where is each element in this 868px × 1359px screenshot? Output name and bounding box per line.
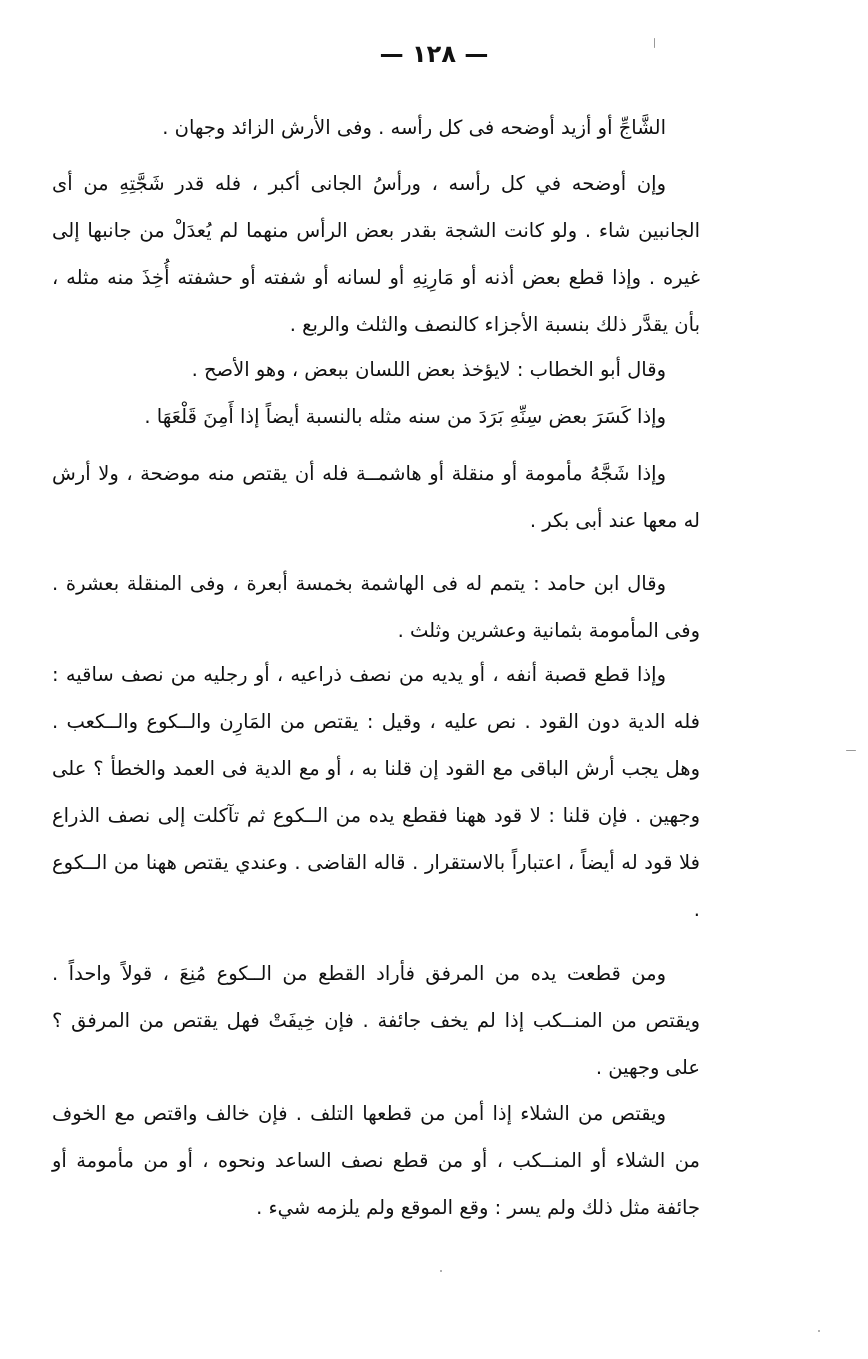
paragraph-text: وقال أبو الخطاب : لايؤخذ بعض اللسان ببعض ، وهو الأصح . — [191, 358, 666, 381]
paragraph-2 — [52, 160, 700, 348]
paragraph-9 — [52, 1090, 700, 1231]
paragraph-3 — [52, 346, 700, 393]
paragraph-5 — [52, 450, 700, 544]
scan-mark — [818, 1330, 820, 1332]
paragraph-text: وإذا كَسَرَ بعض سِنِّهِ بَرَدَ من سنه مثله بالنسبة أيضاً إذا أَمِنَ قَلْعَهَا . — [144, 405, 666, 428]
paragraph-7 — [52, 651, 700, 933]
scan-mark — [440, 1270, 442, 1272]
paragraph-text: وإذا قطع قصبة أنفه ، أو يديه من نصف ذراعيه ، أو رجليه من نصف ساقيه : فله الدية دون القود . نص عليه ، وقيل : يقتص من المَارِن والــكوع والــكعب . وهل يجب أرش الباقى مع القود إن قلنا به ، أو مع الدية فى العمد والخطأ ؟ على وجهين . فإن قلنا : لا قود ههنا فقطع يده من الــكوع ثم تآكلت إلى نصف الذراع فلا قود له أيضاً ، اعتباراً بالاستقرار . قاله القاضى . وعندي يقتص ههنا من الــكوع . — [52, 663, 700, 921]
paragraph-8 — [52, 950, 700, 1091]
scan-mark — [654, 38, 655, 48]
scan-mark — [846, 750, 856, 751]
paragraph-text: وقال ابن حامد : يتمم له فى الهاشمة بخمسة أبعرة ، وفى المنقلة بعشرة . وفى المأمومة بثمانية وعشرين وثلث . — [52, 572, 700, 642]
paragraph-6 — [52, 560, 700, 654]
paragraph-text: وإذا شَجَّهُ مأمومة أو منقلة أو هاشمــة فله أن يقتص منه موضحة ، ولا أرش له معها عند أبى بكر . — [52, 462, 700, 532]
paragraph-text: ومن قطعت يده من المرفق فأراد القطع من الــكوع مُنِعَ ، قولاً واحداً . ويقتص من المنــكب إذا لم يخف جائفة . فإن خِيفَتْ فهل يقتص من المرفق ؟ على وجهين . — [52, 962, 700, 1079]
paragraph-text: وإن أوضحه في كل رأسه ، ورأسُ الجانى أكبر ، فله قدر شَجَّتِهِ من أى الجانبين شاء . ولو كانت الشجة بقدر بعض الرأس منهما لم يُعدَلْ من جانبها إلى غيره . وإذا قطع بعض أذنه أو مَارِنِهِ أو لسانه أو شفته أو حشفته أُخِذَ منه مثله ، بأن يقدَّر ذلك بنسبة الأجزاء كالنصف والثلث والربع . — [52, 172, 700, 336]
paragraph-4 — [52, 393, 700, 440]
paragraph-1 — [52, 104, 700, 151]
paragraph-text: الشَّاجِّ أو أزيد أوضحه فى كل رأسه . وفى الأرش الزائد وجهان . — [162, 116, 666, 139]
paragraph-text: ويقتص من الشلاء إذا أمن من قطعها التلف . فإن خالف واقتص مع الخوف من الشلاء أو المنــكب ، أو من قطع نصف الساعد ونحوه ، أو من مأمومة أو جائفة مثل ذلك ولم يسر : وقع الموقع ولم يلزمه شيء . — [52, 1102, 700, 1219]
page-number: — ١٢٨ — — [379, 40, 489, 68]
